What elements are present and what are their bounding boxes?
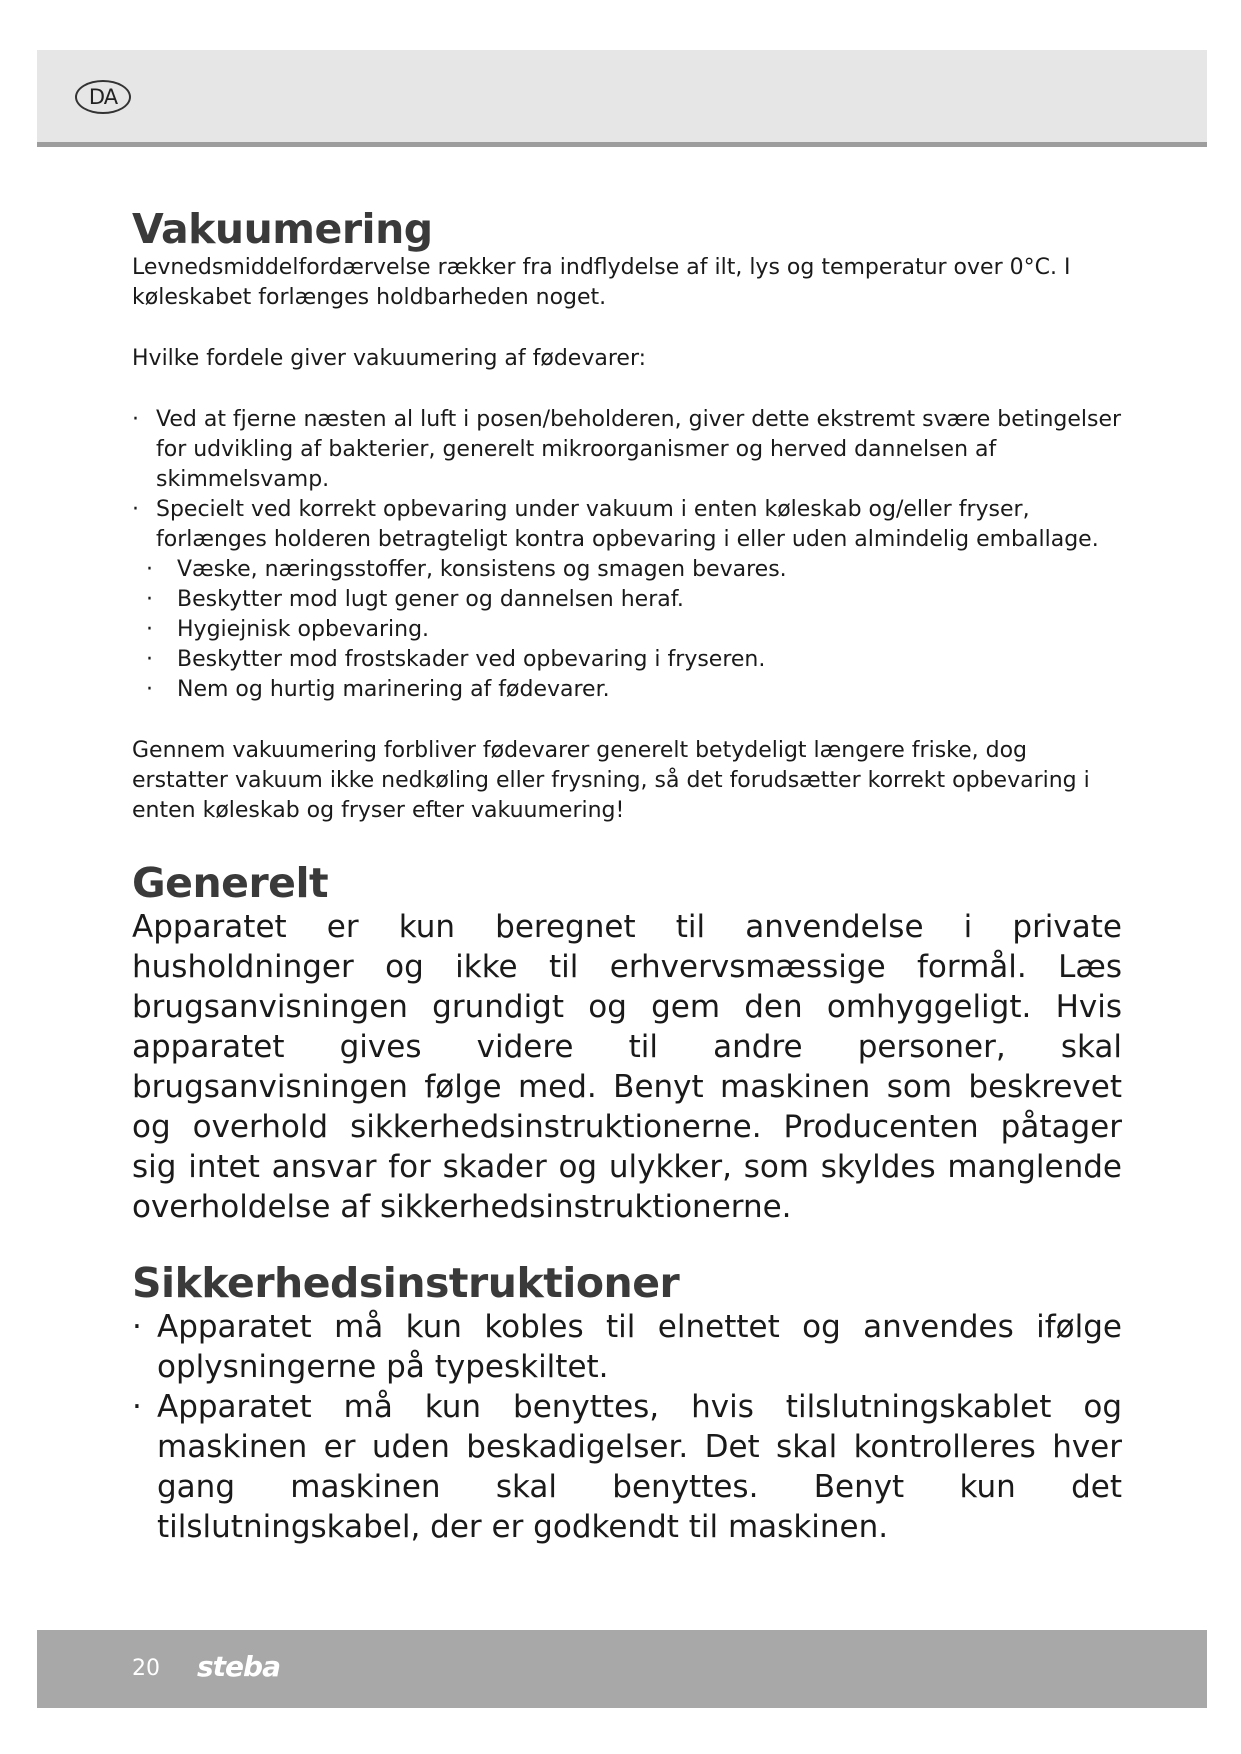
list-item: · Apparatet må kun kobles til elnettet og anvendes ifølge oplysningerne på typeskiltet. — [132, 1307, 1122, 1387]
brand-logo: steba — [197, 1650, 280, 1683]
page-number: 20 — [132, 1656, 160, 1681]
vakuumering-bullet-list — [132, 405, 1122, 705]
list-item: · Nem og hurtig marinering af fødevarer. — [132, 675, 1122, 705]
language-badge: DA — [75, 80, 131, 114]
list-item: · Ved at fjerne næsten al luft i posen/beholderen, giver dette ekstremt svære betingelser for udvikling af bakterier, generelt mikroorganismer og herved dannelsen af skimmelsvamp. — [132, 405, 1122, 495]
vakuumering-conclusion: Gennem vakuumering forbliver fødevarer generelt betydeligt længere friske, dog erstatter vakuum ikke nedkøling eller frysning, så det forudsætter korrekt opbevaring i enten køleskab og fryser efter vakuumering! — [132, 738, 1090, 823]
page-content — [132, 205, 1122, 1547]
list-item: · Væske, næringsstoffer, konsistens og smagen bevares. — [132, 555, 1122, 585]
footer-band — [37, 1630, 1207, 1708]
vakuumering-intro: Levnedsmiddelfordærvelse rækker fra indflydelse af ilt, lys og temperatur over 0°C. I køleskabet forlænges holdbarheden noget. — [132, 255, 1071, 310]
section-title-vakuumering: Vakuumering — [132, 205, 433, 253]
generelt-body: Apparatet er kun beregnet til anvendelse i private husholdninger og ikke til erhvervsmæssige formål. Læs brugsanvisningen grundigt og gem den omhyggeligt. Hvis apparatet gives videre til andre personer, skal brugsanvisningen følge med. Benyt maskinen som beskrevet og overhold sikkerhedsinstruktionerne. Producenten påtager sig intet ansvar for skader og ulykker, som skyldes manglende overholdelse af sikkerhedsinstruktionerne. — [132, 909, 1122, 1225]
list-item: · Beskytter mod frostskader ved opbevaring i fryseren. — [132, 645, 1122, 675]
vakuumering-question: Hvilke fordele giver vakuumering af fødevarer: — [132, 346, 647, 371]
list-item: · Hygiejnisk opbevaring. — [132, 615, 1122, 645]
sikkerhed-bullet-list — [132, 1307, 1122, 1547]
section-title-sikkerhed: Sikkerhedsinstruktioner — [132, 1259, 680, 1307]
header-band — [37, 50, 1207, 147]
list-item: · Specielt ved korrekt opbevaring under vakuum i enten køleskab og/eller fryser, forlænges holderen betragteligt kontra opbevaring i eller uden almindelig emballage. — [132, 495, 1122, 555]
list-item: · Apparatet må kun benyttes, hvis tilslutningskablet og maskinen er uden beskadigelser. Det skal kontrolleres hver gang maskinen skal benyttes. Benyt kun det tilslutningskabel, der er godkendt til maskinen. — [132, 1387, 1122, 1547]
list-item: · Beskytter mod lugt gener og dannelsen heraf. — [132, 585, 1122, 615]
section-title-generelt: Generelt — [132, 859, 329, 907]
